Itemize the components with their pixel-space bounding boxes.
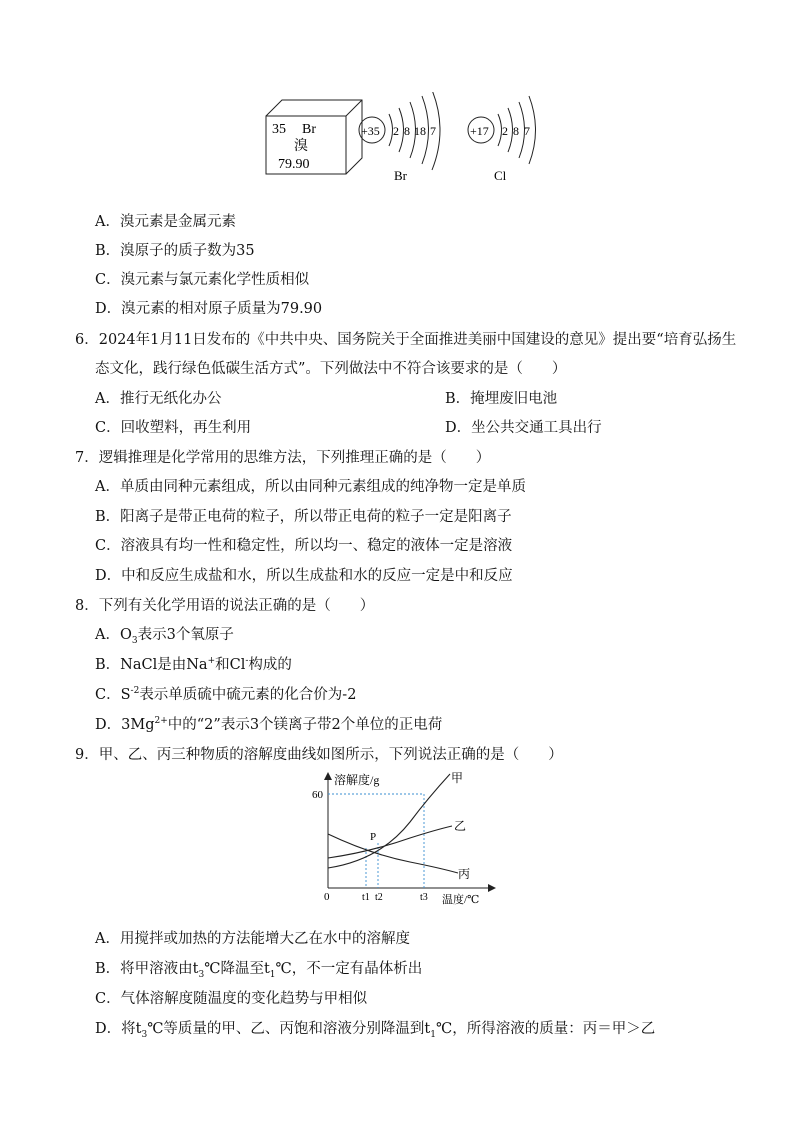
- q7-option-b: B．阳离子是带正电荷的粒子，所以带正电荷的粒子一定是阳离子: [95, 509, 512, 525]
- q6-option-c: C．回收塑料，再生利用: [95, 420, 252, 436]
- series-jia-label: 甲: [451, 771, 464, 785]
- br-nucleus-charge: +35: [361, 124, 380, 138]
- element-structure-figure: [262, 92, 552, 188]
- y-axis-label: 溶解度/g: [334, 773, 380, 787]
- q8-option-b: B．NaCl是由Na+和Cl-构成的: [95, 656, 292, 673]
- q9-option-c: C．气体溶解度随温度的变化趋势与甲相似: [95, 991, 368, 1007]
- q9-option-b: B．将甲溶液由$t_3℃$降温至$t_1℃$，不一定有晶体析出: [95, 961, 423, 980]
- q8-stem: 8．下列有关化学用语的说法正确的是（ ）: [75, 598, 375, 614]
- element-card-mass: 79.90: [278, 157, 310, 172]
- q8-option-d: D．$3Mg^{2+}$中的“2”表示3个镁离子带2个单位的正电荷: [95, 716, 443, 733]
- br-shell-1: 2: [393, 124, 399, 138]
- br-shell-4: 7: [430, 124, 436, 138]
- br-label: Br: [394, 168, 407, 183]
- q8-option-c: C．$S^{-2}$表示单质硫中硫元素的化合价为-2: [95, 686, 357, 703]
- q7-option-c: C．溶液具有均一性和稳定性，所以均一、稳定的液体一定是溶液: [95, 538, 513, 554]
- cl-label: Cl: [494, 168, 507, 183]
- series-bing-label: 丙: [458, 867, 471, 881]
- element-card-number: 35: [272, 122, 286, 137]
- x-tick-t3: t3: [420, 892, 428, 903]
- cl-shell-1: 2: [502, 124, 508, 138]
- element-card-name: 溴: [294, 139, 308, 154]
- q7-option-d: D．中和反应生成盐和水，所以生成盐和水的反应一定是中和反应: [95, 568, 513, 584]
- series-yi-label: 乙: [454, 819, 467, 833]
- cl-shell-3: 7: [524, 124, 530, 138]
- q7-option-a: A．单质由同种元素组成，所以由同种元素组成的纯净物一定是单质: [95, 479, 526, 495]
- y-tick-60: 60: [312, 789, 323, 801]
- q6-option-b: B．掩埋废旧电池: [445, 391, 558, 407]
- q6-stem-line1: 6．2024年1月11日发布的《中共中央、国务院关于全面推进美丽中国建设的意见》提出要“培育弘扬生: [75, 332, 737, 348]
- element-card-symbol: Br: [302, 122, 316, 137]
- x-tick-t2: t2: [375, 892, 383, 903]
- x-axis-label: 温度/℃: [442, 894, 480, 906]
- q9-option-a: A．用搅拌或加热的方法能增大乙在水中的溶解度: [95, 931, 410, 947]
- point-p-label: P: [370, 831, 377, 843]
- q5-option-a: A．溴元素是金属元素: [95, 214, 236, 230]
- q6-option-a: A．推行无纸化办公: [95, 391, 222, 407]
- x-tick-t1: t1: [362, 892, 370, 903]
- q7-stem: 7．逻辑推理是化学常用的思维方法，下列推理正确的是（ ）: [75, 450, 491, 466]
- q9-stem: 9．甲、乙、丙三种物质的溶解度曲线如图所示，下列说法正确的是（ ）: [75, 747, 563, 763]
- q9-option-d: D．将$t_3℃$等质量的甲、乙、丙饱和溶液分别降温到$t_1℃$，所得溶液的质量：丙＝甲＞乙: [95, 1021, 656, 1040]
- cl-shell-2: 8: [513, 124, 519, 138]
- series-jia-curve: [328, 774, 450, 868]
- br-shell-3: 18: [414, 124, 426, 138]
- origin-label: 0: [324, 891, 330, 903]
- cl-nucleus-charge: +17: [470, 124, 489, 138]
- br-shell-2: 8: [404, 124, 410, 138]
- q5-option-c: C．溴元素与氯元素化学性质相似: [95, 272, 310, 288]
- q6-stem-line2: 态文化，践行绿色低碳生活方式”。下列做法中不符合该要求的是（ ）: [95, 361, 567, 377]
- solubility-curve-chart: [300, 770, 500, 906]
- q5-option-d: D．溴元素的相对原子质量为79.90: [95, 301, 323, 317]
- q8-option-a: A．$O_3$表示3个氧原子: [95, 627, 234, 646]
- q6-option-d: D．坐公共交通工具出行: [445, 420, 602, 436]
- q5-option-b: B．溴原子的质子数为35: [95, 243, 255, 259]
